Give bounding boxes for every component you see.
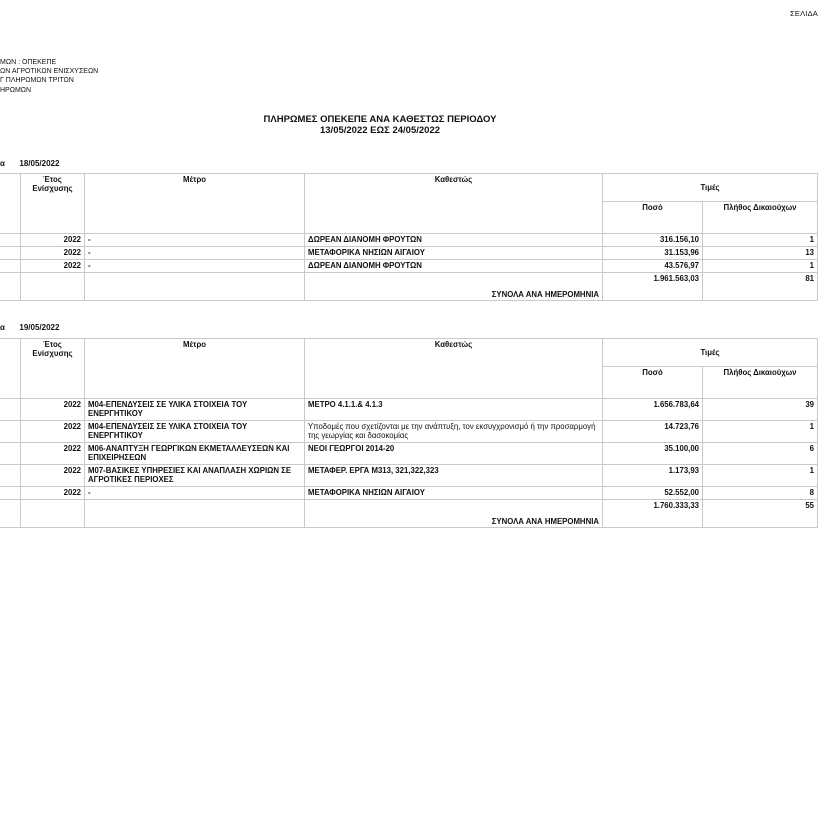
cell-status: ΜΕΤΑΦΕΡ. ΕΡΓΑ Μ313, 321,322,323 xyxy=(305,465,603,487)
cell-status: ΜΕΤΑΦΟΡΙΚΑ ΝΗΣΙΩΝ ΑΙΓΑΙΟΥ xyxy=(305,247,603,260)
cell-status: ΔΩΡΕΑΝ ΔΙΑΝΟΜΗ ΦΡΟΥΤΩΝ xyxy=(305,234,603,247)
section-date xyxy=(0,323,59,332)
cell-count: 8 xyxy=(703,487,818,500)
cell-year: 2022 xyxy=(21,260,85,273)
date-prefix: α xyxy=(0,159,5,168)
cell-measure: Μ06-ΑΝΑΠΤΥΞΗ ΓΕΩΡΓΙΚΩΝ ΕΚΜΕΤΑΛΛΕΥΣΕΩΝ ΚΑΙ ΕΠΙΧΕΙΡΗΣΕΩΝ xyxy=(85,443,305,465)
col-status: Καθεστώς xyxy=(305,339,603,399)
cell-measure: - xyxy=(85,260,305,273)
col-values: Τιμές xyxy=(603,339,818,367)
org-line: ΗΡΩΜΩΝ xyxy=(0,86,32,94)
cell-count: 13 xyxy=(703,247,818,260)
section-date xyxy=(0,159,59,168)
date-value: 19/05/2022 xyxy=(19,323,60,332)
col-year: Έτος Ενίσχυσης xyxy=(21,174,85,234)
col-amount: Ποσό xyxy=(603,367,703,399)
cell-status: ΜΕΤΑΦΟΡΙΚΑ ΝΗΣΙΩΝ ΑΙΓΑΙΟΥ xyxy=(305,487,603,500)
cell-status: Υποδομές που σχετίζονται με την ανάπτυξη, τον εκσυγχρονισμό ή την προσαρμογή της γεωργίας και δασοκομίας xyxy=(305,421,603,443)
col-values: Τιμές xyxy=(603,174,818,202)
table-row xyxy=(0,421,818,443)
cell-count: 1 xyxy=(703,234,818,247)
cell-amount: 52.552,00 xyxy=(603,487,703,500)
organization-header xyxy=(0,58,98,95)
cell-amount: 1.656.783,64 xyxy=(603,399,703,421)
col-measure: Μέτρο xyxy=(85,174,305,234)
table-row xyxy=(0,443,818,465)
totals-count: 81 xyxy=(703,273,818,301)
cell-count: 1 xyxy=(703,260,818,273)
cell-amount: 43.576,97 xyxy=(603,260,703,273)
cell-count: 6 xyxy=(703,443,818,465)
col-year: Έτος Ενίσχυσης xyxy=(21,339,85,399)
col-count: Πλήθος Δικαιούχων xyxy=(703,202,818,234)
cell-year: 2022 xyxy=(21,399,85,421)
report-title-block xyxy=(0,114,760,136)
cell-amount: 31.153,96 xyxy=(603,247,703,260)
cell-measure: Μ07-ΒΑΣΙΚΕΣ ΥΠΗΡΕΣΙΕΣ ΚΑΙ ΑΝΑΠΛΑΣΗ ΧΩΡΙΩΝ ΣΕ ΑΓΡΟΤΙΚΕΣ ΠΕΡΙΟΧΕΣ xyxy=(85,465,305,487)
cell-measure: Μ04-ΕΠΕΝΔΥΣΕΙΣ ΣΕ ΥΛΙΚΑ ΣΤΟΙΧΕΙΑ ΤΟΥ ΕΝΕΡΓΗΤΙΚΟΥ xyxy=(85,399,305,421)
report-period: 13/05/2022 ΕΩΣ 24/05/2022 xyxy=(319,125,441,136)
totals-row xyxy=(0,500,818,528)
totals-label: ΣΥΝΟΛΑ ΑΝΑ ΗΜΕΡΟΜΗΝΙΑ xyxy=(305,500,603,528)
totals-amount: 1.961.563,03 xyxy=(603,273,703,301)
cell-year: 2022 xyxy=(21,421,85,443)
cell-year: 2022 xyxy=(21,247,85,260)
totals-amount: 1.760.333,33 xyxy=(603,500,703,528)
totals-label: ΣΥΝΟΛΑ ΑΝΑ ΗΜΕΡΟΜΗΝΙΑ xyxy=(305,273,603,301)
date-prefix: α xyxy=(0,323,5,332)
page-label: ΣΕΛΙΔΑ xyxy=(790,9,818,18)
cell-year: 2022 xyxy=(21,443,85,465)
table-row xyxy=(0,260,818,273)
col-blank xyxy=(0,339,21,399)
cell-amount: 35.100,00 xyxy=(603,443,703,465)
cell-year: 2022 xyxy=(21,234,85,247)
cell-count: 1 xyxy=(703,421,818,443)
cell-measure: - xyxy=(85,487,305,500)
payments-table xyxy=(0,338,818,528)
cell-year: 2022 xyxy=(21,465,85,487)
date-value: 18/05/2022 xyxy=(19,159,60,168)
report-title: ΠΛΗΡΩΜΕΣ ΟΠΕΚΕΠΕ ΑΝΑ ΚΑΘΕΣΤΩΣ ΠΕΡΙΟΔΟΥ xyxy=(263,114,497,125)
org-line: ΩΝ ΑΓΡΟΤΙΚΩΝ ΕΝΙΣΧΥΣΕΩΝ xyxy=(0,68,99,76)
cell-measure: - xyxy=(85,247,305,260)
col-blank xyxy=(0,174,21,234)
table-row xyxy=(0,465,818,487)
cell-measure: Μ04-ΕΠΕΝΔΥΣΕΙΣ ΣΕ ΥΛΙΚΑ ΣΤΟΙΧΕΙΑ ΤΟΥ ΕΝΕΡΓΗΤΙΚΟΥ xyxy=(85,421,305,443)
payments-table xyxy=(0,173,818,301)
cell-measure: - xyxy=(85,234,305,247)
cell-status: ΝΕΟΙ ΓΕΩΡΓΟΙ 2014-20 xyxy=(305,443,603,465)
org-line: Γ ΠΛΗΡΩΜΩΝ ΤΡΙΤΩΝ xyxy=(0,77,74,85)
totals-count: 55 xyxy=(703,500,818,528)
cell-count: 39 xyxy=(703,399,818,421)
col-measure: Μέτρο xyxy=(85,339,305,399)
cell-status: ΜΕΤΡΟ 4.1.1.& 4.1.3 xyxy=(305,399,603,421)
cell-amount: 316.156,10 xyxy=(603,234,703,247)
table-row xyxy=(0,234,818,247)
totals-row xyxy=(0,273,818,301)
cell-status: ΔΩΡΕΑΝ ΔΙΑΝΟΜΗ ΦΡΟΥΤΩΝ xyxy=(305,260,603,273)
cell-amount: 1.173,93 xyxy=(603,465,703,487)
table-row xyxy=(0,487,818,500)
col-count: Πλήθος Δικαιούχων xyxy=(703,367,818,399)
cell-count: 1 xyxy=(703,465,818,487)
table-row xyxy=(0,247,818,260)
col-amount: Ποσό xyxy=(603,202,703,234)
cell-year: 2022 xyxy=(21,487,85,500)
org-line: ΜΩΝ : ΟΠΕΚΕΠΕ xyxy=(0,59,57,66)
col-status: Καθεστώς xyxy=(305,174,603,234)
table-row xyxy=(0,399,818,421)
cell-amount: 14.723,76 xyxy=(603,421,703,443)
